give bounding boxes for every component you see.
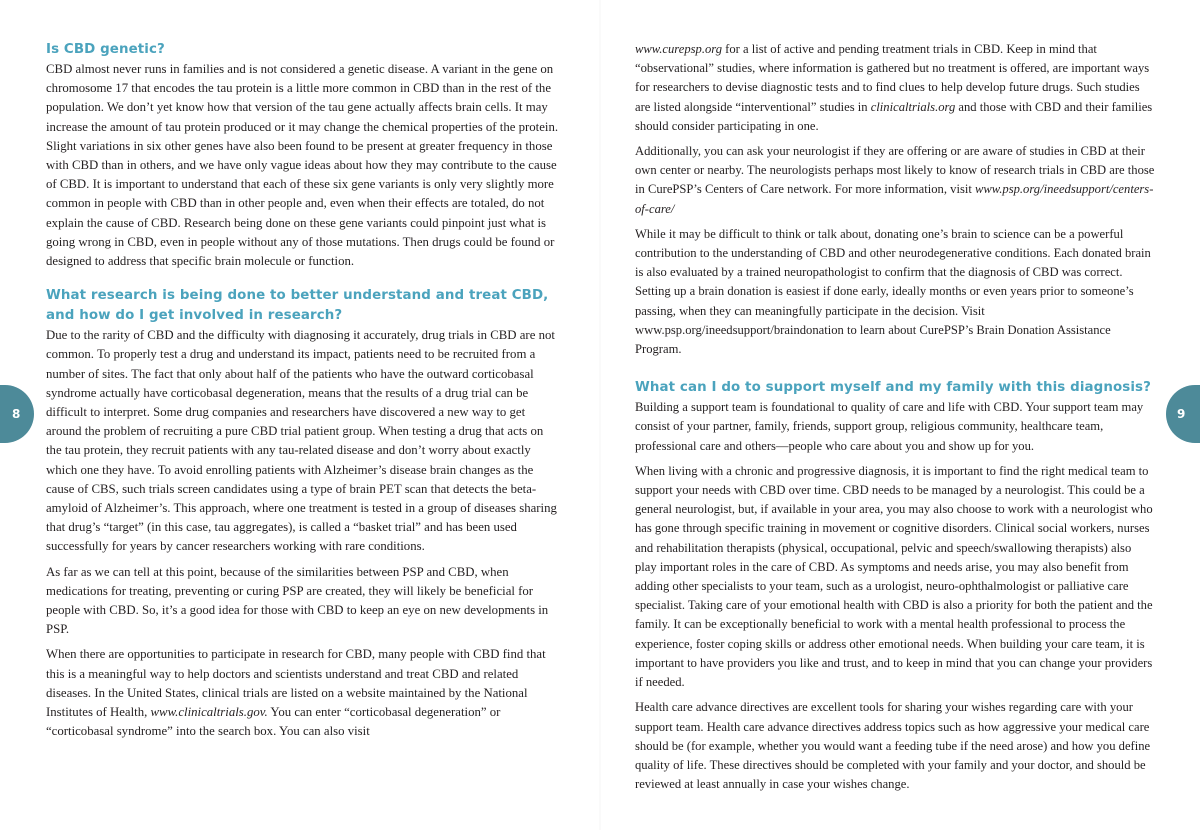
section-heading-research: What research is being done to better understand and treat CBD, and how do I get involved in research? bbox=[46, 288, 549, 324]
paragraph-text: for a list of active and pending treatment trials in CBD. Keep in mind that “observational” studies, where information is gathered but no treatment is offered, are important ways for researchers to devise diagnostic tests and to find clues to help develop future drugs. Such studies are listed alongside “interventional” studies in bbox=[635, 42, 1150, 114]
paragraph-brain-donation: While it may be difficult to think or talk about, donating one’s brain to science can be a powerful contribution to the understanding of CBD and other neurodegenerative conditions. Each donated brain is also evaluated by a trained neuropathologist to confirm that the diagnosis of CBD was correct. Setting up a brain donation is easiest if done early, ideally months or even years prior to someone’s passing, when they can meaningfully participate in the decision. Visit www.psp.org/ineedsupport/braindonation to learn about CurePSP’s Brain Donation Assistance Program. bbox=[635, 226, 1151, 357]
clinicaltrials-org-link[interactable]: clinicaltrials.org bbox=[870, 99, 956, 114]
paragraph-text: and those with CBD and their families should consider participating in one. bbox=[635, 99, 1153, 133]
right-page bbox=[600, 0, 1200, 830]
paragraph-clinical-trials bbox=[46, 645, 562, 741]
paragraph: When living with a chronic and progressive diagnosis, it is important to find the right medical team to support your needs with CBD over time. CBD needs to be managed by a neurologist. This could be a general neurologist, but, if available in your area, you may also choose to work with a neurologist who has gone through specific training in movement or cognitive disorders. Clinical social workers, nurses and rehabilitation therapists (physical, occupational, pelvic and speech/swallowing therapists) also play important roles in the care of CBD. As symptoms and needs arise, you may also benefit from adding other specialists to your team, such as a urologist, neuro-ophthalmologist or palliative care specialist. Taking care of your emotional health with CBD is also a priority for both the patient and the family. It can be exceptionally beneficial to work with a mental health professional to process the experience, foster coping skills or address other emotional needs. When building your care team, it is important to have providers you like and trust, and to keep in mind that you can change your providers if needed. bbox=[635, 463, 1153, 690]
clinicaltrials-gov-link[interactable]: www.clinicaltrials.gov. bbox=[150, 705, 268, 720]
section-heading-support: What can I do to support myself and my family with this diagnosis? bbox=[635, 380, 1151, 396]
centers-of-care-link[interactable]: www.psp.org/ineedsupport/centers-of-care/ bbox=[635, 182, 1154, 216]
paragraph-text: When there are opportunities to participate in research for CBD, many people with CBD find that this is a meaningful way to help doctors and scientists understand and treat CBD and related diseases. In the United States, clinical trials are listed on a website maintained by the National Institutes of Health, bbox=[46, 647, 546, 720]
section-heading-genetic: Is CBD genetic? bbox=[46, 42, 165, 57]
page-number-tab bbox=[0, 385, 34, 443]
left-column bbox=[46, 40, 562, 748]
paragraph-text: You can enter “corticobasal degeneration” or “corticobasal syndrome” into the search box. You can also visit bbox=[46, 705, 501, 739]
paragraph: As far as we can tell at this point, because of the similarities between PSP and CBD, when medications for treating, preventing or curing PSP are created, they will likely be beneficial for people with CBD. So, it’s a good idea for those with CBD to keep an eye on new developments in PSP. bbox=[46, 564, 549, 637]
right-column bbox=[635, 40, 1155, 800]
paragraph-curepsp bbox=[635, 40, 1155, 136]
paragraph-neurologist bbox=[635, 142, 1155, 219]
page-number-tab bbox=[1166, 385, 1200, 443]
page-number: 9 bbox=[1177, 407, 1186, 421]
paragraph: Health care advance directives are excellent tools for sharing your wishes regarding care with your support team. Health care advance directives address topics such as how aggressive your medical care should be (for example, whether you would want a feeding tube if the need arose) and how you define quality of life. These directives should be completed with your family and your doctor, and should be reviewed at least annually in case your wishes change. bbox=[635, 700, 1151, 792]
paragraph-text: Additionally, you can ask your neurologist if they are offering or are aware of studies in CBD at their own center or nearby. The neurologists perhaps most likely to know of research trials in CBD are those in CurePSP’s Centers of Care network. For more information, visit bbox=[635, 144, 1155, 197]
page-number: 8 bbox=[12, 407, 21, 421]
curepsp-link[interactable]: www.curepsp.org bbox=[635, 42, 722, 56]
paragraph: Building a support team is foundational to quality of care and life with CBD. Your support team may consist of your partner, family, friends, support group, religious community, healthcare team, professional care and others—people who care about you and show up for you. bbox=[635, 400, 1144, 453]
paragraph: Due to the rarity of CBD and the difficulty with diagnosing it accurately, drug trials in CBD are not common. To properly test a drug and understand its impact, patients need to be recruited from a number of sites. The fact that only about half of the patients who have the outward corticobasal syndrome actually have corticobasal degeneration, means that the results of a drug trial can be difficult to interpret. Some drug companies and researchers have discovered a new way to get around the problem of recruiting a pure CBD trial patient group. When testing a drug that acts on the tau protein, they recruit patients with any tau-related disease and don’t worry about exactly which one they have. To avoid enrolling patients with Alzheimer’s disease brain changes as the cause of CBS, such trials screen candidates using a type of brain PET scan that detects the beta-amyloid of Alzheimer’s. This approach, where one treatment is tested in a group of diseases sharing that drug’s “target” (in this case, tau aggregates), is called a “basket trial” and has been used successfully for years by cancer researchers working with rare conditions. bbox=[46, 328, 557, 554]
paragraph: CBD almost never runs in families and is not considered a genetic disease. A variant in the gene on chromosome 17 that encodes the tau protein is a little more common in CBD than in the rest of the population. We don’t yet know how that version of the tau gene actually affects brain cells. It may increase the amount of tau protein produced or it may change the chemical properties of the protein. Slight variations in six other genes have also been found to be present at greater frequency in those with CBD than in others, and we have only vague ideas about how they may contribute to the cause of CBD. It is important to understand that each of these six gene variants is only very slightly more common in people with CBD than in other people and, even when their effects are totaled, do not explain the cause of CBD. Research being done on these gene variants could pinpoint just what is going wrong in CBD, even in people without any of those mutations. Then drugs could be found or designed to address that specific brain molecule or function. bbox=[46, 62, 559, 269]
